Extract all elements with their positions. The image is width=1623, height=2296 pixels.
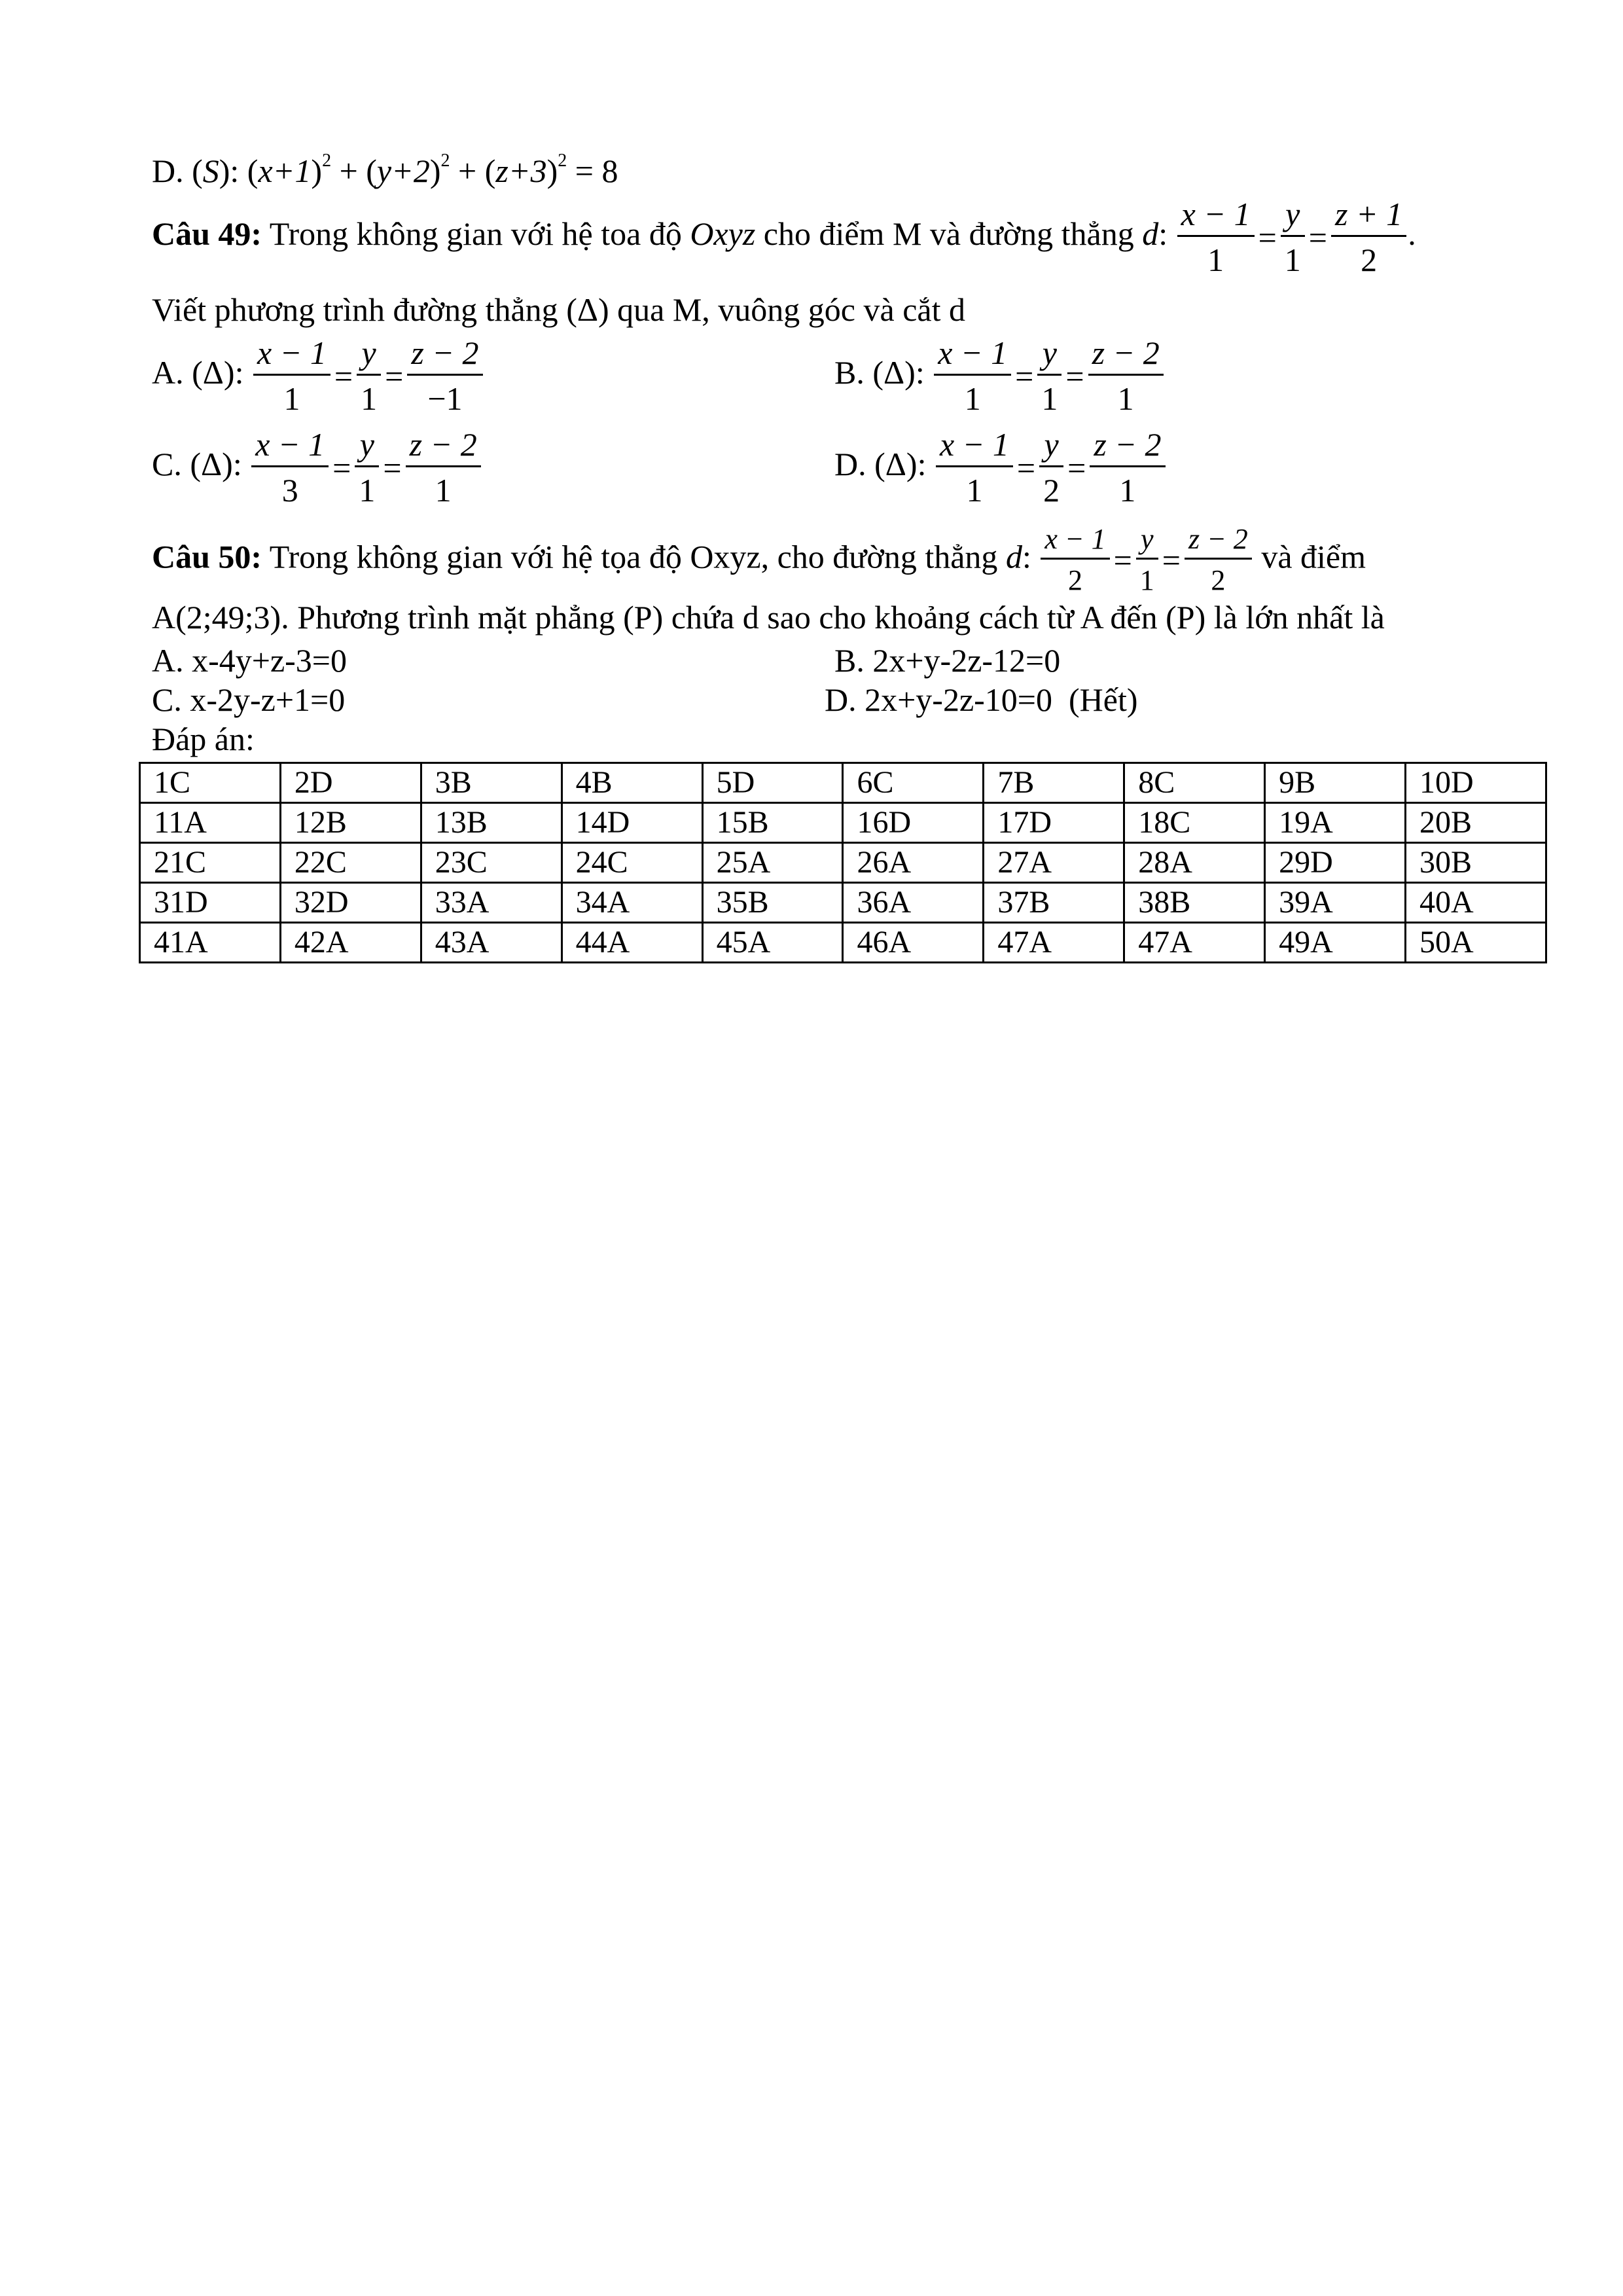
answer-cell: 22C [280,843,421,883]
term-y: y+2 [376,152,430,189]
q50-option-b: B. 2x+y-2z-12=0 [834,642,1061,679]
table-row [140,843,1546,883]
answer-cell: 13B [421,803,562,843]
answer-cell: 47A [984,923,1124,963]
fraction: $\frac{z + 1}{2}$ [1331,196,1406,278]
answer-cell: 25A [702,843,843,883]
answer-cell: 43A [421,923,562,963]
delta-symbol: (Δ) [566,291,609,328]
answer-cell: 24C [562,843,702,883]
q49-option-d: D. (Δ): $\frac{x - 1}{1}$ = $\frac{y}{2}$ = $\frac{z - 2}{1}$ [834,427,1167,509]
line-name: d [1142,215,1159,252]
answers-title: Đáp án: [152,721,255,757]
answer-cell: 12B [280,803,421,843]
sphere-name: S [202,152,219,189]
answer-cell: 36A [843,883,984,923]
exponent: 2 [558,151,567,171]
answer-cell: 47A [1124,923,1265,963]
option-label: D. [152,152,184,189]
q50-statement: Câu 50: Trong không gian với hệ tọa độ Oxyz, cho đường thẳng d: $\frac{x - 1}{2}$ = $\frac{y}{1}$ = $\frac{z - 2}{2}$ và điểm [152,523,1366,597]
fraction: $\frac{z - 2}{2}$ [1185,524,1252,597]
fraction: $\frac{y}{1}$ [1136,524,1158,597]
answer-cell: 10D [1406,763,1546,803]
answer-cell: 32D [280,883,421,923]
answer-cell: 34A [562,883,702,923]
answer-cell: 39A [1265,883,1406,923]
table-row [140,803,1546,843]
term-z: z+3 [495,152,547,189]
question-text: qua M, vuông góc và cắt d [617,291,965,328]
answer-cell: 8C [1124,763,1265,803]
answer-cell: 15B [702,803,843,843]
answer-cell: 19A [1265,803,1406,843]
coordinate-system: Oxyz [690,215,756,252]
answer-cell: 21C [140,843,281,883]
answer-cell: 18C [1124,803,1265,843]
answer-cell: 17D [984,803,1124,843]
answer-cell: 31D [140,883,281,923]
answer-cell: 7B [984,763,1124,803]
fraction: $\frac{x - 1}{2}$ [1041,524,1109,597]
q49-statement: Câu 49: Trong không gian với hệ toa độ Oxyz cho điểm M và đường thẳng d: $\frac{x - 1}{1}$ = $\frac{y}{1}$ = $\frac{z + 1}{2}$ . [152,196,1416,278]
answer-cell: 50A [1406,923,1546,963]
q50-option-c: C. x-2y-z+1=0 [152,681,346,718]
answer-cell: 41A [140,923,281,963]
table-row [140,923,1546,963]
q49-statement-line2 [152,293,965,326]
answer-cell: 35B [702,883,843,923]
q49-option-a: A. (Δ): $\frac{x - 1}{1}$ = $\frac{y}{1}$ = $\frac{z - 2}{-1}$ [152,335,484,417]
question-heading: Câu 50: [152,538,262,575]
question-text: cho điểm M và đường thẳng [763,215,1134,252]
answer-cell: 14D [562,803,702,843]
exponent: 2 [440,151,450,171]
q49-option-b: B. (Δ): $\frac{x - 1}{1}$ = $\frac{y}{1}$ = $\frac{z - 2}{1}$ [834,335,1165,417]
answer-cell: 23C [421,843,562,883]
question-text: và điểm [1261,538,1366,575]
table-row [140,763,1546,803]
answer-cell: 9B [1265,763,1406,803]
answer-cell: 27A [984,843,1124,883]
q50-option-d: D. 2x+y-2z-10=0 (Hết) [825,681,1138,718]
q48-option-d: D. (S): $(x+1)^2 + (y+2)^2 + (z+3)^2 = 8$ [152,151,618,189]
answer-cell: 29D [1265,843,1406,883]
answer-cell: 46A [843,923,984,963]
answer-cell: 20B [1406,803,1546,843]
term-x: x+1 [258,152,312,189]
answer-cell: 1C [140,763,281,803]
q50-option-a: A. x-4y+z-3=0 [152,642,347,679]
answer-cell: 38B [1124,883,1265,923]
answer-cell: 28A [1124,843,1265,883]
answer-cell: 45A [702,923,843,963]
answer-table [139,762,1547,963]
fraction: $\frac{x - 1}{1}$ [1177,196,1255,278]
answer-cell: 33A [421,883,562,923]
answer-cell: 37B [984,883,1124,923]
answer-cell: 40A [1406,883,1546,923]
fraction: $\frac{y}{1}$ [1281,196,1305,278]
answer-cell: 5D [702,763,843,803]
line-name: d [1005,538,1022,575]
answer-cell: 30B [1406,843,1546,883]
answer-cell: 49A [1265,923,1406,963]
table-row [140,883,1546,923]
answer-cell: 26A [843,843,984,883]
answer-cell: 16D [843,803,984,843]
answer-cell: 42A [280,923,421,963]
answer-cell: 4B [562,763,702,803]
answer-cell: 2D [280,763,421,803]
answer-cell: 11A [140,803,281,843]
q50-statement-line2: A(2;49;3). Phương trình mặt phẳng (P) chứa d sao cho khoảng cách từ A đến (P) là lớn nhất là [152,599,1385,636]
rhs: 8 [601,152,618,189]
exponent: 2 [322,151,332,171]
question-heading: Câu 49: [152,215,262,252]
question-text: Trong không gian với hệ toa độ [269,215,682,252]
q49-option-c: C. (Δ): $\frac{x - 1}{3}$ = $\frac{y}{1}$ = $\frac{z - 2}{1}$ [152,427,482,509]
answer-cell: 44A [562,923,702,963]
answer-cell: 3B [421,763,562,803]
question-text: Trong không gian với hệ tọa độ Oxyz, cho đường thẳng [269,538,998,575]
question-text: Viết phương trình đường thẳng [152,291,558,328]
answer-cell: 6C [843,763,984,803]
